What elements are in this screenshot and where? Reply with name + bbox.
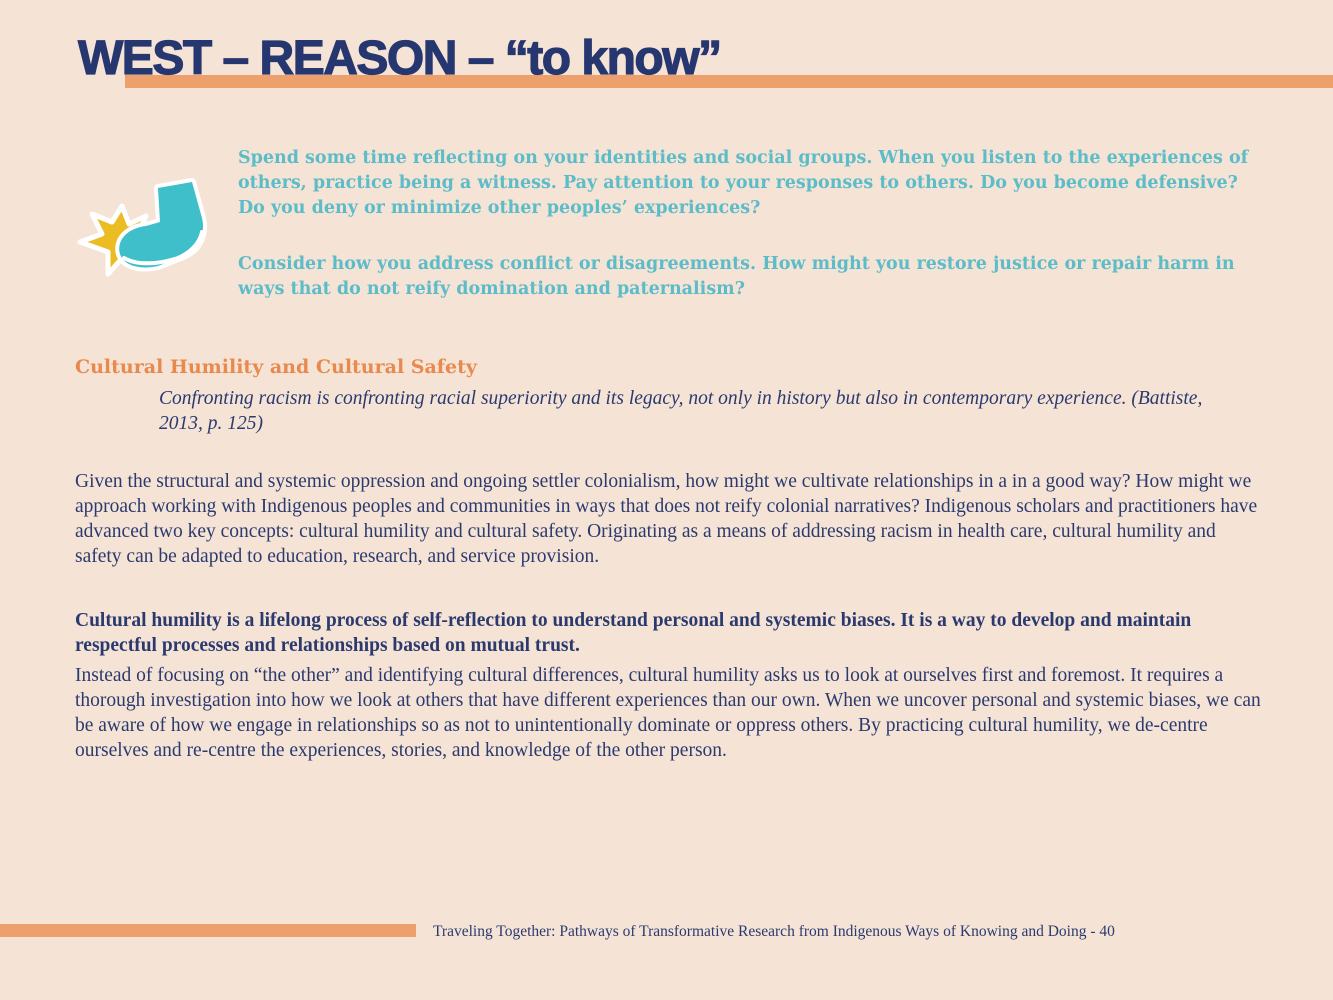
- callout-paragraph: Spend some time reflecting on your identities and social groups. When you listen to the experiences of others, practice being a witness. Pay attention to your responses to others. Do you become defensive? Do you deny or minimize other peoples’ experiences?: [238, 148, 1249, 218]
- definition-paragraph: Cultural humility is a lifelong process of self-reflection to understand personal and systemic biases. It is a way to develop and maintain respectful processes and relationships based on mutual trust.: [75, 610, 1192, 656]
- body-paragraph: Given the structural and systemic oppression and ongoing settler colonialism, how might we cultivate relationships in a in a good way? How might we approach working with Indigenous peoples and communities in ways that does not reify colonial narratives? Indigenous scholars and practitioners have advanced two key concepts: cultural humility and cultural safety. Originating as a means of addressing racism in health care, cultural humility and safety can be adapted to education, research, and service provision.: [75, 471, 1258, 567]
- reflection-callout: [238, 146, 1268, 333]
- footer-bar: [0, 924, 416, 937]
- shoe-step-icon: [74, 178, 214, 286]
- footer-running-title: Traveling Together: Pathways of Transformative Research from Indigenous Ways of Knowing and Doing - 40: [433, 923, 1115, 940]
- section-heading: Cultural Humility and Cultural Safety: [75, 356, 477, 378]
- block-quote: Confronting racism is confronting racial superiority and its legacy, not only in history but also in contemporary experience. (Battiste, 2013, p. 125): [159, 388, 1203, 434]
- callout-paragraph: Consider how you address conflict or disagreements. How might you restore justice or repair harm in ways that do not reify domination and paternalism?: [238, 254, 1235, 299]
- page-title: WEST – REASON – “to know”: [78, 32, 721, 85]
- body-paragraph: Instead of focusing on “the other” and identifying cultural differences, cultural humility asks us to look at ourselves first and foremost. It requires a thorough investigation into how we look at others that have different experiences than our own. When we uncover personal and systemic biases, we can be aware of how we engage in relationships so as not to unintentionally dominate or oppress others. By practicing cultural humility, we de-centre ourselves and re-centre the experiences, stories, and knowledge of the other person.: [75, 665, 1261, 761]
